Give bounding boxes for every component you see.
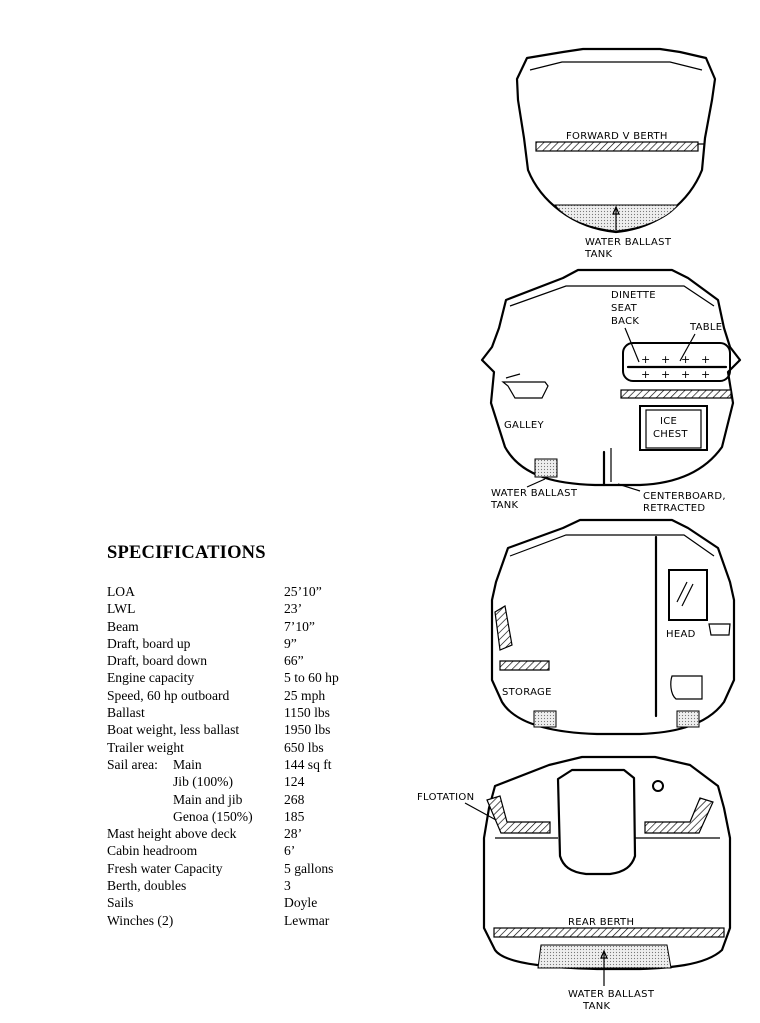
rear-tank-label-1: WATER BALLAST — [568, 989, 655, 1000]
spec-row — [107, 635, 367, 652]
spec-label: Trailer weight — [107, 739, 184, 755]
spec-row — [107, 860, 367, 877]
dinette-ballast-tank — [535, 459, 557, 477]
spec-label: Winches (2) — [107, 912, 174, 928]
spec-value: 7’10” — [284, 618, 315, 634]
centerboard-label-2: RETRACTED — [643, 503, 706, 514]
spec-row — [107, 912, 367, 929]
spec-label: Sail area: — [107, 756, 158, 772]
spec-row — [107, 756, 367, 773]
spec-label: Sails — [107, 895, 134, 911]
svg-text:+: + — [681, 368, 691, 381]
storage-label: STORAGE — [502, 687, 552, 698]
spec-value: 25’10” — [284, 584, 322, 599]
spec-row — [107, 704, 367, 721]
galley-counter — [503, 382, 548, 398]
spec-row — [107, 842, 367, 859]
dinette-table — [623, 343, 730, 381]
rear-tank-label-2: TANK — [583, 1001, 611, 1012]
spec-row — [107, 877, 367, 894]
spec-label: Draft, board up — [107, 635, 191, 651]
forward-section — [517, 49, 715, 260]
svg-text:+: + — [701, 353, 711, 366]
storage-cushion — [495, 606, 512, 650]
head-section — [492, 520, 734, 734]
spec-value: 25 mph — [284, 687, 326, 703]
svg-text:+: + — [641, 353, 651, 366]
spec-label: Mast height above deck — [107, 826, 237, 842]
spec-value: 650 lbs — [284, 739, 324, 755]
rear-section — [417, 757, 730, 1012]
svg-text:+: + — [661, 368, 671, 381]
spec-row — [107, 894, 367, 911]
svg-text:+: + — [641, 368, 651, 381]
spec-value: 66” — [284, 653, 304, 669]
rear-flotation-right — [645, 798, 713, 833]
spec-row — [107, 721, 367, 738]
spec-row — [107, 739, 367, 756]
dinette-tank-label-1: WATER BALLAST — [491, 488, 578, 499]
spec-value: Lewmar — [284, 912, 330, 928]
rear-flotation-left — [487, 796, 550, 833]
svg-text:+: + — [701, 368, 711, 381]
specifications-list — [107, 583, 367, 929]
spec-row — [107, 669, 367, 686]
forward-tank-label-2: TANK — [585, 249, 613, 260]
spec-value: 5 gallons — [284, 860, 334, 876]
spec-label: Main and jib — [173, 791, 243, 807]
head-ballast-tank — [534, 711, 556, 727]
flotation-label: FLOTATION — [417, 792, 475, 803]
dinette-section — [482, 270, 740, 514]
spec-sublabel: Main — [173, 756, 202, 772]
spec-value: 144 sq ft — [284, 756, 332, 772]
spec-row — [107, 600, 367, 617]
dinette-label-2: SEAT — [611, 303, 638, 314]
spec-value: 1950 lbs — [284, 722, 331, 738]
head-toilet — [671, 676, 702, 699]
dinette-tank-label-2: TANK — [491, 500, 519, 511]
spec-value: 124 — [284, 774, 305, 790]
svg-text:+: + — [681, 353, 691, 366]
spec-row — [107, 791, 367, 808]
spec-label: Boat weight, less ballast — [107, 722, 240, 738]
spec-label: Genoa (150%) — [173, 808, 253, 824]
spec-value: 3 — [284, 878, 291, 894]
spec-label: Engine capacity — [107, 670, 195, 686]
spec-value: 23’ — [284, 601, 303, 617]
spec-row — [107, 773, 367, 790]
dinette-label-3: BACK — [611, 316, 640, 327]
table-label: TABLE — [690, 322, 723, 333]
dinette-label-1: DINETTE — [611, 290, 656, 301]
spec-label: Beam — [107, 618, 139, 634]
head-label: HEAD — [666, 629, 696, 640]
specifications-panel — [107, 543, 367, 929]
specifications-title: SPECIFICATIONS — [107, 543, 266, 563]
rear-cockpit-well — [558, 770, 635, 874]
spec-value: 28’ — [284, 826, 303, 842]
galley-label: GALLEY — [504, 420, 544, 431]
spec-value: 5 to 60 hp — [284, 670, 339, 686]
spec-row — [107, 687, 367, 704]
spec-label: Speed, 60 hp outboard — [107, 687, 230, 703]
spec-row — [107, 652, 367, 669]
rear-berth-cushion — [494, 928, 724, 937]
spec-row — [107, 583, 367, 600]
spec-label: Fresh water Capacity — [107, 860, 223, 876]
spec-label: Ballast — [107, 705, 145, 721]
forward-berth-label: FORWARD V BERTH — [566, 131, 668, 142]
spec-label: Jib (100%) — [173, 774, 234, 790]
dinette-seat — [621, 390, 731, 398]
spec-label: LWL — [107, 601, 136, 617]
spec-label: Berth, doubles — [107, 878, 187, 894]
spec-label: Draft, board down — [107, 653, 208, 669]
spec-value: 268 — [284, 791, 305, 807]
spec-label: Cabin headroom — [107, 843, 198, 859]
spec-label: LOA — [107, 584, 135, 599]
spec-value: Doyle — [284, 895, 318, 911]
spec-value: 6’ — [284, 843, 296, 859]
ice-chest-label-2: CHEST — [653, 429, 688, 440]
forward-berth-cushion — [536, 142, 698, 151]
rear-berth-label: REAR BERTH — [568, 917, 635, 928]
spec-row — [107, 618, 367, 635]
ice-chest — [640, 406, 707, 450]
ice-chest-label-1: ICE — [660, 416, 678, 427]
forward-tank-label-1: WATER BALLAST — [585, 237, 672, 248]
spec-value: 185 — [284, 808, 305, 824]
head-sink — [709, 624, 730, 635]
svg-text:+: + — [661, 353, 671, 366]
head-hull-outline — [492, 520, 734, 734]
spec-row — [107, 808, 367, 825]
spec-value: 1150 lbs — [284, 705, 330, 721]
centerboard-label-1: CENTERBOARD, — [643, 491, 726, 502]
spec-value: 9” — [284, 635, 297, 651]
spec-row — [107, 825, 367, 842]
